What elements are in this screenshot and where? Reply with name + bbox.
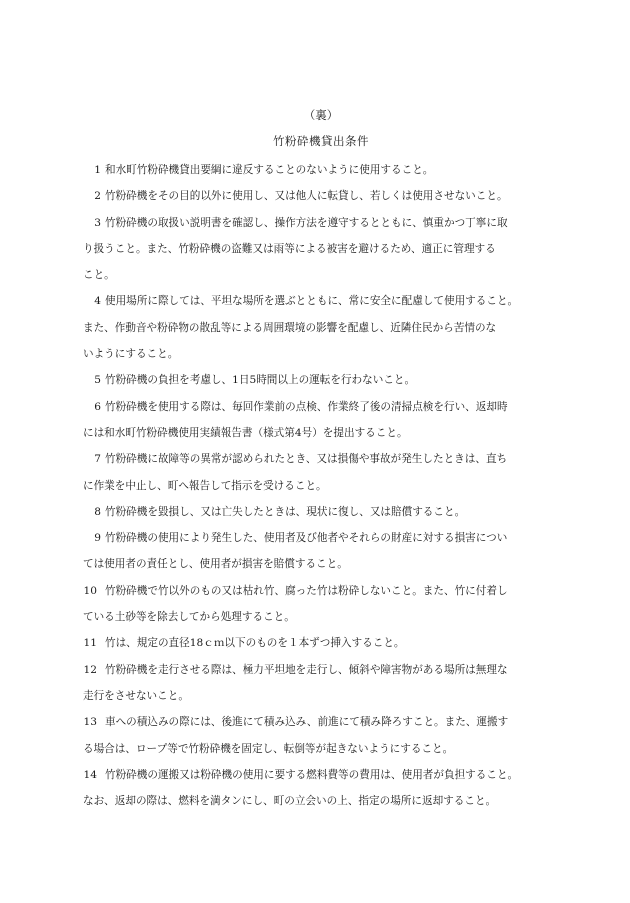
clause-item [83,709,583,762]
clause-number: 3 [94,216,101,229]
clause-text-line: 竹粉砕機で竹以外のもの又は枯れ竹、腐った竹は粉砕しないこと。また、竹に付着し [105,584,508,597]
clause-text-line: 竹粉砕機の運搬又は粉砕機の使用に要する燃料費等の費用は、使用者が負担すること。 [105,768,519,781]
clause-number: 4 [94,295,101,308]
clause-text-line: 竹粉砕機の負担を考慮し、1日5時間以上の運転を行わないこと。 [105,374,416,387]
clause-item [83,630,583,656]
clause-number: 1 [94,164,101,176]
clause-item [83,394,583,447]
clause-item [83,578,583,631]
clause-text-line: り扱うこと。また、竹粉砕機の盗難又は雨等による被害を避けるため、適正に管理する [83,242,496,255]
clause-text-line: なお、返却の際は、燃料を満タンにし、町の立会いの上、指定の場所に返却すること。 [83,795,497,808]
clause-text-line: 和水町竹粉砕機貸出要綱に違反することのないように使用すること。 [105,164,434,176]
clause-text-line: 竹粉砕機を走行させる際は、極力平坦地を走行し、傾斜や障害物がある場所は無理な [105,663,508,676]
side-label: （裏） [303,108,339,122]
clause-number: 7 [94,453,101,466]
clause-text-line: ては使用者の責任とし、使用者が損害を賠償すること。 [83,558,348,571]
clause-item [83,210,583,289]
clause-text-line: いようにすること。 [83,348,179,361]
clause-number: 2 [94,190,101,203]
clause-number: 11 [83,637,97,650]
clause-item [83,762,583,815]
clause-number: 5 [94,374,101,387]
clause-text-line: 竹粉砕機をその目的以外に使用し、又は他人に転貸し、若しくは使用させないこと。 [105,190,508,203]
clause-text-line: 竹粉砕機を使用する際は、毎回作業前の点検、作業終了後の清掃点検を行い、返却時 [105,400,508,413]
page-title: 竹粉砕機貸出条件 [273,134,369,148]
clause-text-line: 竹粉砕機の取扱い説明書を確認し、操作方法を遵守するとともに、慎重かつ丁寧に取 [105,216,508,229]
clause-text-line: 竹粉砕機の使用により発生した、使用者及び他者やそれらの財産に対する損害につい [105,532,508,545]
clause-number: 10 [83,584,97,597]
clause-text-line: に作業を中止し、町へ報告して指示を受けること。 [83,479,327,492]
clause-text-line: 竹粉砕機に故障等の異常が認められたとき、又は損傷や事故が発生したときは、直ち [105,453,508,466]
clause-list [83,157,583,814]
clause-item [83,446,583,499]
clause-number: 8 [94,505,101,518]
clause-number: 6 [94,400,101,413]
clause-text-line: 竹は、規定の直径18ｃｍ以下のものを１本ずつ挿入すること。 [105,637,405,650]
clause-item [83,183,583,209]
clause-text-line: 車への積込みの際には、後進にて積み込み、前進にて積み降ろすこと。また、運搬す [105,716,509,729]
clause-item [83,288,583,367]
clause-item [83,525,583,578]
clause-text-line: には和水町竹粉砕機使用実績報告書（様式第4号）を提出すること。 [83,426,408,439]
clause-text-line: 走行をさせないこと。 [83,689,189,702]
clause-text-line: また、作動音や粉砕物の散乱等による周囲環境の影響を配慮し、近隣住民から苦情のな [83,321,497,334]
clause-text-line: ている土砂等を除去してから処理すること。 [83,611,295,624]
clause-item [83,157,583,183]
clause-number: 14 [83,768,97,781]
clause-item [83,657,583,710]
clause-text-line: 使用場所に際しては、平坦な場所を選ぶとともに、常に安全に配慮して使用すること。 [105,295,519,308]
clause-item [83,367,583,393]
clause-number: 12 [83,663,97,676]
clause-text-line: 竹粉砕機を毀損し、又は亡失したときは、現状に復し、又は賠償すること。 [105,505,466,518]
clause-item [83,499,583,525]
clause-number: 13 [83,716,97,729]
clause-text-line: こと。 [83,269,115,282]
clause-number: 9 [94,532,101,545]
clause-text-line: る場合は、ロープ等で竹粉砕機を固定し、転倒等が起きないようにすること。 [83,742,454,755]
